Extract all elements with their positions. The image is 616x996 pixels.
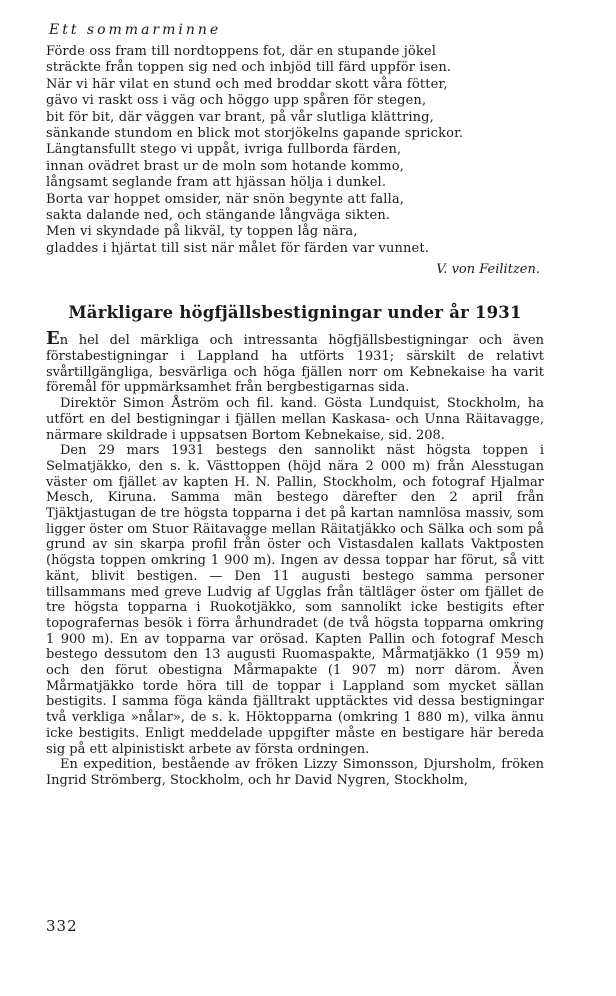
poem-line: sakta dalande ned, och stängande långväga sikten. xyxy=(46,208,391,224)
poem-author: V. von Feilitzen. xyxy=(436,262,540,278)
drop-cap: E xyxy=(46,328,60,350)
paragraph-text: n hel del märkliga och intressanta högfjällsbestigningar och även förstabestigningar i Lappland ha utförts 1931; särskilt de relativt svårtillgängliga, besvärliga och höga fjällen norr om Kebnekaise ha varit föremål för uppmärksamhet från bergbestigarnas sida. xyxy=(46,333,544,396)
article-paragraph: Direktör Simon Åström och fil. kand. Gösta Lundquist, Stockholm, ha utfört en del bestigningar i fjällen mellan Kaskasa- och Unna Räitavagge, närmare skildrade i uppsatsen Bortom Kebnekaise, sid. 208. xyxy=(46,396,544,443)
article-paragraph: En expedition, bestående av fröken Lizzy Simonsson, Djursholm, fröken Ingrid Strömberg, Stockholm, och hr David Nygren, Stockholm, xyxy=(46,757,544,788)
page xyxy=(46,22,544,789)
poem-line: Men vi skyndade på likväl, ty toppen låg nära, xyxy=(46,224,358,240)
poem-line: När vi här vilat en stund och med broddar skott våra fötter, xyxy=(46,76,448,92)
poem-line: Längtansfullt stego vi uppåt, ivriga fullborda färden, xyxy=(46,142,402,158)
poem-line: långsamt seglande fram att hjässan hölja i dunkel. xyxy=(46,175,387,191)
poem-line: innan ovädret brast ur de moln som hotande kommo, xyxy=(46,158,404,174)
page-number: 332 xyxy=(46,917,78,935)
section-heading: Märkligare högfjällsbestigningar under år 1931 xyxy=(68,303,522,323)
poem-line: sträckte från toppen sig ned och inbjöd till färd uppför isen. xyxy=(46,60,452,76)
poem-line: Borta var hoppet omsider, när snön begynte att falla, xyxy=(46,191,405,207)
running-title: Ett sommarminne xyxy=(49,22,222,38)
poem-line: bit för bit, där väggen var brant, på vår slutliga klättring, xyxy=(46,109,434,125)
article-paragraph: Den 29 mars 1931 bestegs den sannolikt näst högsta toppen i Selmatjäkko, den s. k. Västtoppen (höjd nära 2 000 m) från Alesstugan väster om fjället av kapten H. N. Pallin, Stockholm, och fotograf Hjalmar Mesch, Kiruna. Samma män bestego därefter den 2 april från Tjäktjastugan de tre högsta topparna i det på kartan namnlösa massiv, som ligger öster om Stuor Räitavagge mellan Räitatjäkko och Sälka och som på grund av sin skarpa profil från öster och Vistasdalen kallats Vaktposten (högsta toppen omkring 1 900 m). Ingen av dessa toppar har förut, så vitt känt, blivit bestigen. — Den 11 augusti bestego samma personer tillsammans med greve Ludvig af Ugglas från tältläger öster om fjället de tre högsta topparna i Ruokotjäkko, som sannolikt icke bestigits efter topografernas besök i förra århundradet (de två högsta topparna omkring 1 900 m). En av topparna var orösad. Kapten Pallin och fotograf Mesch bestego dessutom den 13 augusti Ruomaspakte, Mårmatjäkko (1 959 m) och den förut obestigna Mårmapakte (1 907 m) norr därom. Även Mårmatjäkko torde höra till de toppar i Lappland som mycket sällan bestigits. I samma föga kända fjälltrakt upptäcktes vid dessa bestigningar två verkliga »nålar», de s. k. Höktopparna (omkring 1 880 m), vilka ännu icke bestigits. Enligt meddelade uppgifter måste en bestigare här bereda sig på ett alpinistiskt arbete av första ordningen. xyxy=(46,443,544,757)
poem xyxy=(46,44,544,279)
article-paragraph xyxy=(46,328,544,396)
poem-line: gävo vi raskt oss i väg och höggo upp spåren för stegen, xyxy=(46,93,427,109)
poem-line: Förde oss fram till nordtoppens fot, där en stupande jökel xyxy=(46,44,437,59)
poem-line: sänkande stundom en blick mot storjökelns gapande sprickor. xyxy=(46,126,464,142)
poem-line: gladdes i hjärtat till sist när målet för färden var vunnet. xyxy=(46,240,430,256)
